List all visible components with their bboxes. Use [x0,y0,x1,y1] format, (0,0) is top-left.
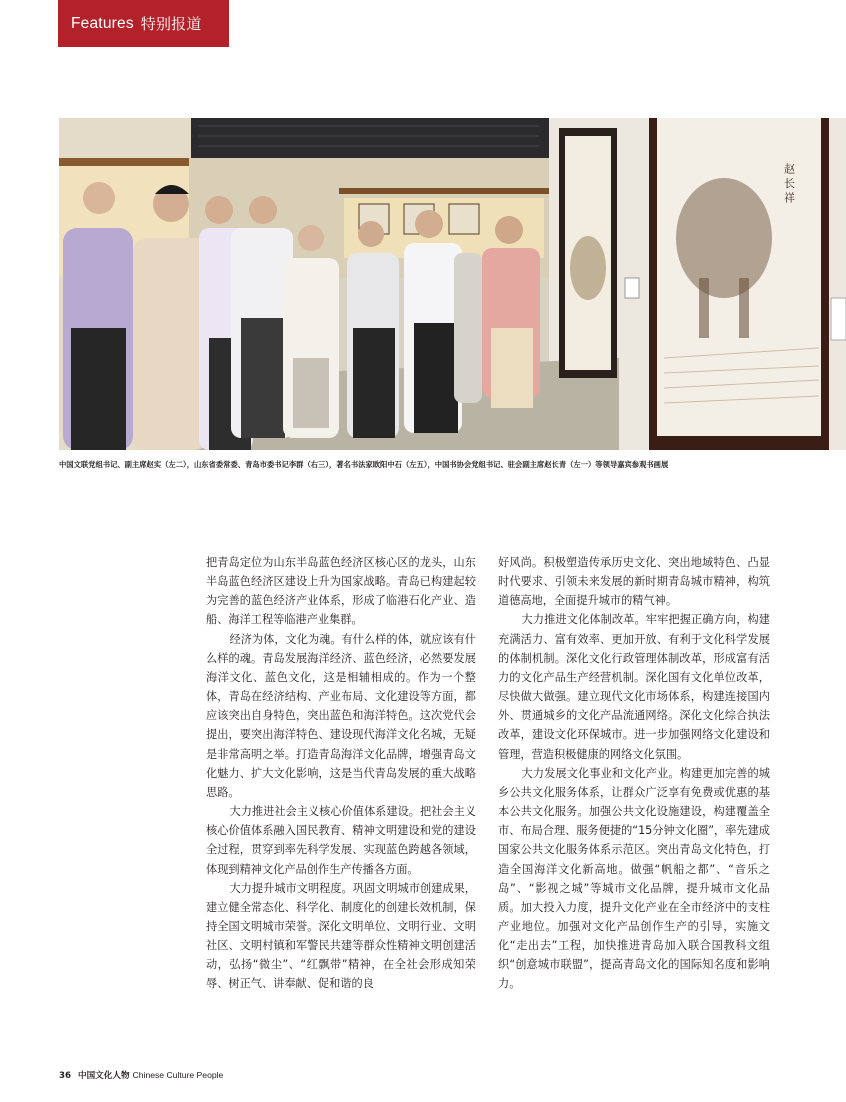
section-title-en: Features [71,14,134,32]
magazine-name-en: Chinese Culture People [132,1070,224,1080]
exhibition-photo-illustration [59,118,846,450]
paragraph: 好风尚。积极塑造传承历史文化、突出地域特色、凸显时代要求、引领未来发展的新时期青岛城市精神，构筑道德高地，全面提升城市的精气神。 [498,556,770,608]
exhibition-photo [59,118,846,450]
article-column-right [498,553,770,994]
artwork-inscription: 赵 长 祥 [782,163,796,203]
section-title-zh: 特别报道 [140,15,202,33]
paragraph: 把青岛定位为山东半岛蓝色经济区核心区的龙头，山东半岛蓝色经济区建设上升为国家战略。青岛已构建起较为完善的蓝色经济产业体系，形成了临港石化产业、造船、海洋工程等临港产业集群。 [206,556,476,627]
photo-caption: 中国文联党组书记、副主席赵实（左二），山东省委常委、青岛市委书记李群（右三），著名书法家欧阳中石（左五），中国书协会党组书记、驻会副主席赵长青（左一）等领导嘉宾参观书画展 [59,460,669,469]
article-column-left [206,553,476,994]
paragraph: 大力发展文化事业和文化产业。构建更加完善的城乡公共文化服务体系，让群众广泛享有免费或优惠的基本公共文化服务。加强公共文化设施建设，构建覆盖全市、布局合理、服务便捷的“15分钟文化圈”，率先建成国家公共文化服务体系示范区。突出青岛文化特色，打造全国海洋文化新高地。做强“帆船之都”、“音乐之岛”、“影视之城”等城市文化品牌，提升城市文化品质。加大投入力度，提升文化产业在全市经济中的支柱产业地位。加强对文化产品创作生产的引导，实施文化“走出去”工程，加快推进青岛加入联合国教科文组织“创意城市联盟”，提高青岛文化的国际知名度和影响力。 [498,766,770,991]
paragraph: 大力推进社会主义核心价值体系建设。把社会主义核心价值体系融入国民教育、精神文明建设和党的建设全过程，贯穿到率先科学发展、实现蓝色跨越各领域，体现到精神文化产品创作生产传播各方面。 [206,805,476,876]
paragraph: 大力推进文化体制改革。牢牢把握正确方向，构建充满活力、富有效率、更加开放、有利于文化科学发展的体制机制。深化文化行政管理体制改革，形成富有活力的文化产品生产经营机制。深化国有文化单位改革，尽快做大做强。建立现代文化市场体系，构建连接国内外、贯通城乡的文化产品流通网络。深化文化综合执法改革，建设文化环保城市。进一步加强网络文化建设和管理，营造积极健康的网络文化氛围。 [498,613,770,761]
section-tag [58,0,229,47]
page-footer [59,1069,223,1081]
magazine-name-zh: 中国文化人物 [77,1071,130,1081]
paragraph: 经济为体，文化为魂。有什么样的体，就应该有什么样的魂。青岛发展海洋经济、蓝色经济，必然要发展海洋文化、蓝色文化，这是相辅相成的。作为一个整体，青岛在经济结构、产业布局、文化建设等方面，都应该突出自身特色，突出蓝色和海洋特色。这次党代会提出，要突出海洋特色、建设现代海洋文化名城，无疑是非常高明之举。打造青岛海洋文化品牌，增强青岛文化魅力、扩大文化影响，这是当代青岛发展的重大战略思路。 [206,632,476,799]
page-number: 36 [59,1071,71,1081]
paragraph: 大力提升城市文明程度。巩固文明城市创建成果，建立健全常态化、科学化、制度化的创建长效机制，保持全国文明城市荣誉。深化文明单位、文明行业、文明社区、文明村镇和军警民共建等群众性精神文明创建活动，弘扬“微尘”、“红飘带”精神，在全社会形成知荣辱、树正气、讲奉献、促和谐的良 [206,881,476,991]
